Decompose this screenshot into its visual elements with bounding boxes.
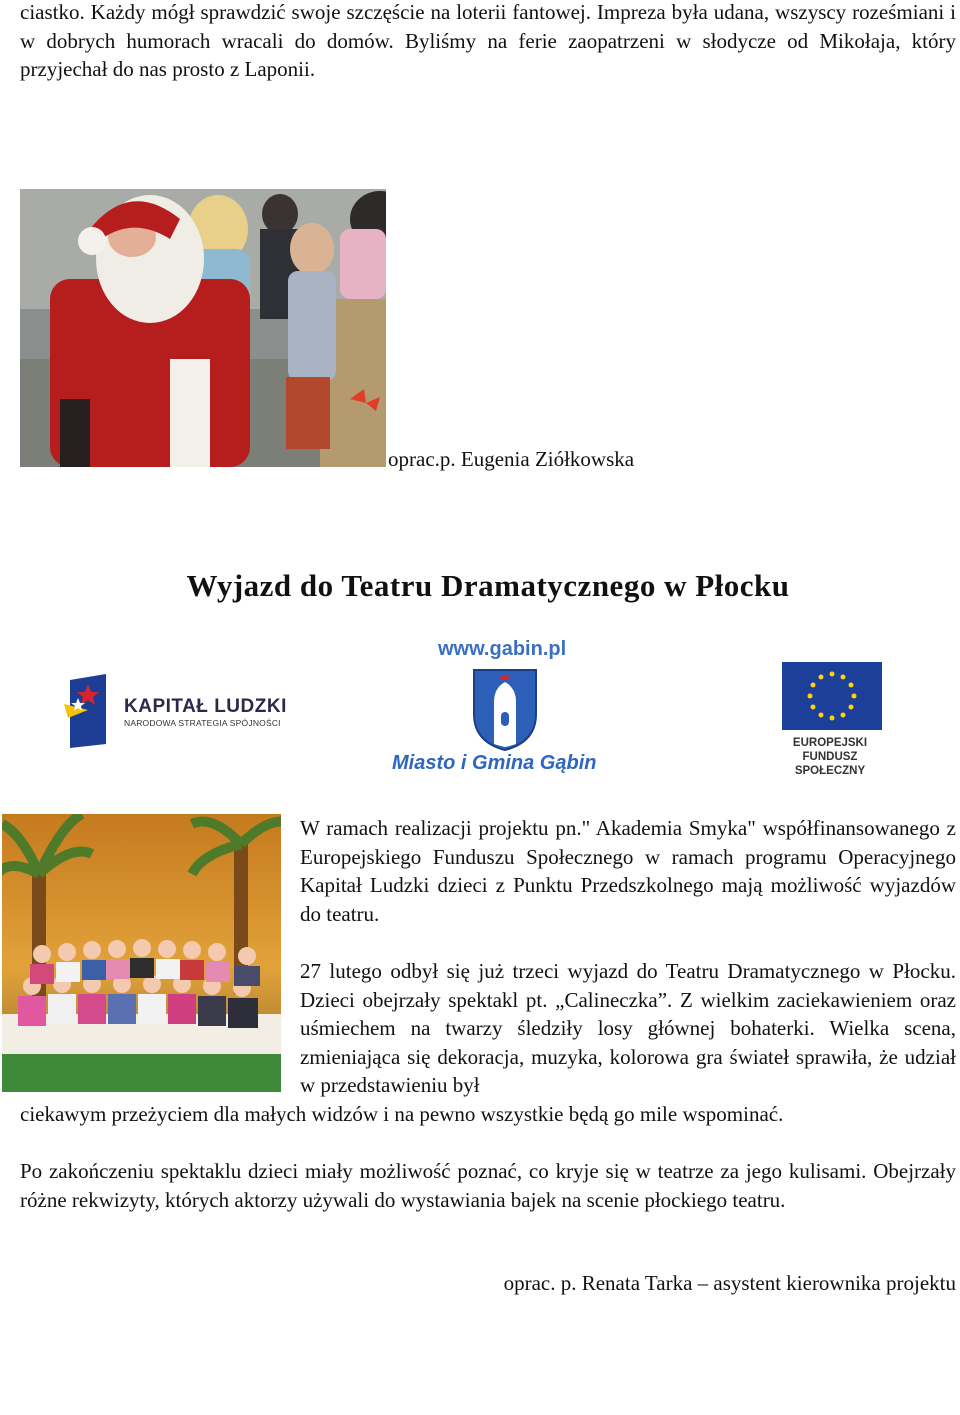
article-paragraph-1: W ramach realizacji projektu pn." Akademia Smyka" współfinansowanego z Europejskiego Funduszu Społecznego w ramach programu Operacyjnego Kapitał Ludzki dzieci z Punktu Przedszkolnego mają możliwość wyjazdów do teatru. [300,816,956,926]
first-author: oprac.p. Eugenia Ziółkowska [388,447,635,471]
eu-fund-line1: EUROPEJSKI FUNDUSZ [792,737,868,763]
gabin-name: Miasto i Gmina Gąbin [392,752,597,774]
gabin-url: www.gabin.pl [438,638,567,660]
eu-fund-line2: SPOŁECZNY [794,765,866,777]
article-heading: Wyjazd do Teatru Dramatycznego w Płocku [186,568,790,603]
article-paragraph-2-continued: ciekawym przeżyciem dla małych widzów i na pewno wszystkie będą go mile wspominać. [20,1102,784,1126]
gabin-coat-of-arms [470,666,540,752]
santa-claus-photo [20,189,386,467]
eu-fund-logo [764,660,896,777]
article-author: oprac. p. Renata Tarka – asystent kierownika projektu [503,1271,956,1295]
kapital-ludzki-emblem [62,670,112,748]
kapital-ludzki-name: KAPITAŁ LUDZKI [124,696,287,717]
article-paragraph-2: 27 lutego odbył się już trzeci wyjazd do Teatru Dramatycznego w Płocku. Dzieci obejrzały spektakl pt. „Calineczka”. Z wielkim zaciekawieniem oraz uśmiechem na twarzy śledziły losy głównej bohaterki. Wielka scena, zmieniająca się dekoracja, muzyka, kolorowa gra świateł sprawiła, że udział w przedstawieniu był [300,959,956,1098]
eu-flag [782,662,882,730]
gabin-logo [390,636,630,782]
kapital-ludzki-logo [62,670,302,750]
intro-paragraph: ciastko. Każdy mógł sprawdzić swoje szczęście na loterii fantowej. Impreza była udana, wszyscy roześmiani i w dobrych humorach wracali do domów. Byliśmy na ferie zaopatrzeni w słodycze od Mikołaja, który przyjechał do nas prosto z Laponii. [20,0,956,82]
children-theatre-photo [2,814,281,1092]
article-paragraph-3: Po zakończeniu spektaklu dzieci miały możliwość poznać, co kryje się w teatrze za jego kulisami. Obejrzały różne rekwizyty, których aktorzy używali do wystawiania bajek na scenie płockiego teatru. [20,1159,956,1212]
kapital-ludzki-subtitle: NARODOWA STRATEGIA SPÓJNOŚCI [124,718,281,728]
